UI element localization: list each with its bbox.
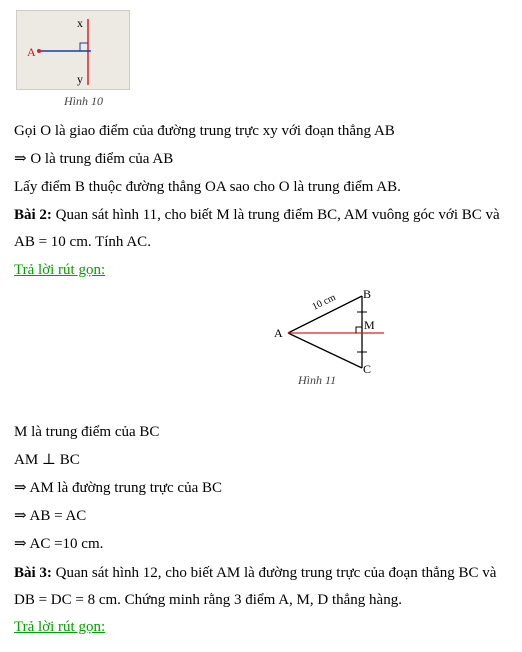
- paragraph-1: Gọi O là giao điểm của đường trung trực xy với đoạn thẳng AB: [14, 123, 395, 139]
- figure-10-drawing: [17, 11, 129, 89]
- figure-10: [16, 10, 130, 90]
- bai-3-title: Bài 3:: [14, 565, 52, 581]
- label-A: A: [274, 326, 283, 340]
- label-C: C: [363, 362, 372, 376]
- bai-2-line-2: AB = 10 cm. Tính AC.: [14, 234, 151, 250]
- label-B: B: [363, 287, 372, 301]
- label-M: M: [364, 318, 375, 332]
- figure-10-caption: Hình 10: [64, 94, 103, 108]
- label-A: A: [27, 45, 36, 59]
- bai-3-line-2: DB = DC = 8 cm. Chứng minh rằng 3 điểm A, M, D thẳng hàng.: [14, 592, 402, 608]
- right-angle-mark: [356, 327, 362, 333]
- right-angle-mark: [80, 43, 88, 51]
- figure-11: [270, 282, 400, 382]
- bai-3-text-1: Quan sát hình 12, cho biết AM là đường trung trực của đoạn thẳng BC và: [51, 565, 497, 581]
- solution-2-line-1: M là trung điểm của BC: [14, 424, 160, 440]
- bai-2-line-1: [14, 205, 500, 225]
- label-x: x: [77, 16, 83, 30]
- solution-2-line-2: AM ⊥ BC: [14, 452, 80, 468]
- length-label-AB: 10 cm: [310, 291, 338, 313]
- paragraph-3: Lấy điểm B thuộc đường thẳng OA sao cho O là trung điểm AB.: [14, 179, 401, 195]
- figure-11-caption: Hình 11: [298, 373, 337, 387]
- solution-2-line-5: ⇒ AC =10 cm.: [14, 536, 104, 552]
- bai-3-line-1: [14, 563, 496, 583]
- point-A: [37, 49, 41, 53]
- bai-2-answer-link[interactable]: Trả lời rút gọn:: [14, 262, 106, 278]
- bai-2-title: Bài 2:: [14, 207, 52, 223]
- segment-AC: [288, 333, 362, 368]
- bai-2-text-1: Quan sát hình 11, cho biết M là trung điểm BC, AM vuông góc với BC và: [51, 207, 500, 223]
- solution-2-line-4: ⇒ AB = AC: [14, 508, 87, 524]
- solution-2-line-3: ⇒ AM là đường trung trực của BC: [14, 480, 222, 496]
- paragraph-2: ⇒ O là trung điểm của AB: [14, 151, 174, 167]
- bai-3-answer-link[interactable]: Trả lời rút gọn:: [14, 619, 106, 635]
- label-y: y: [77, 72, 83, 86]
